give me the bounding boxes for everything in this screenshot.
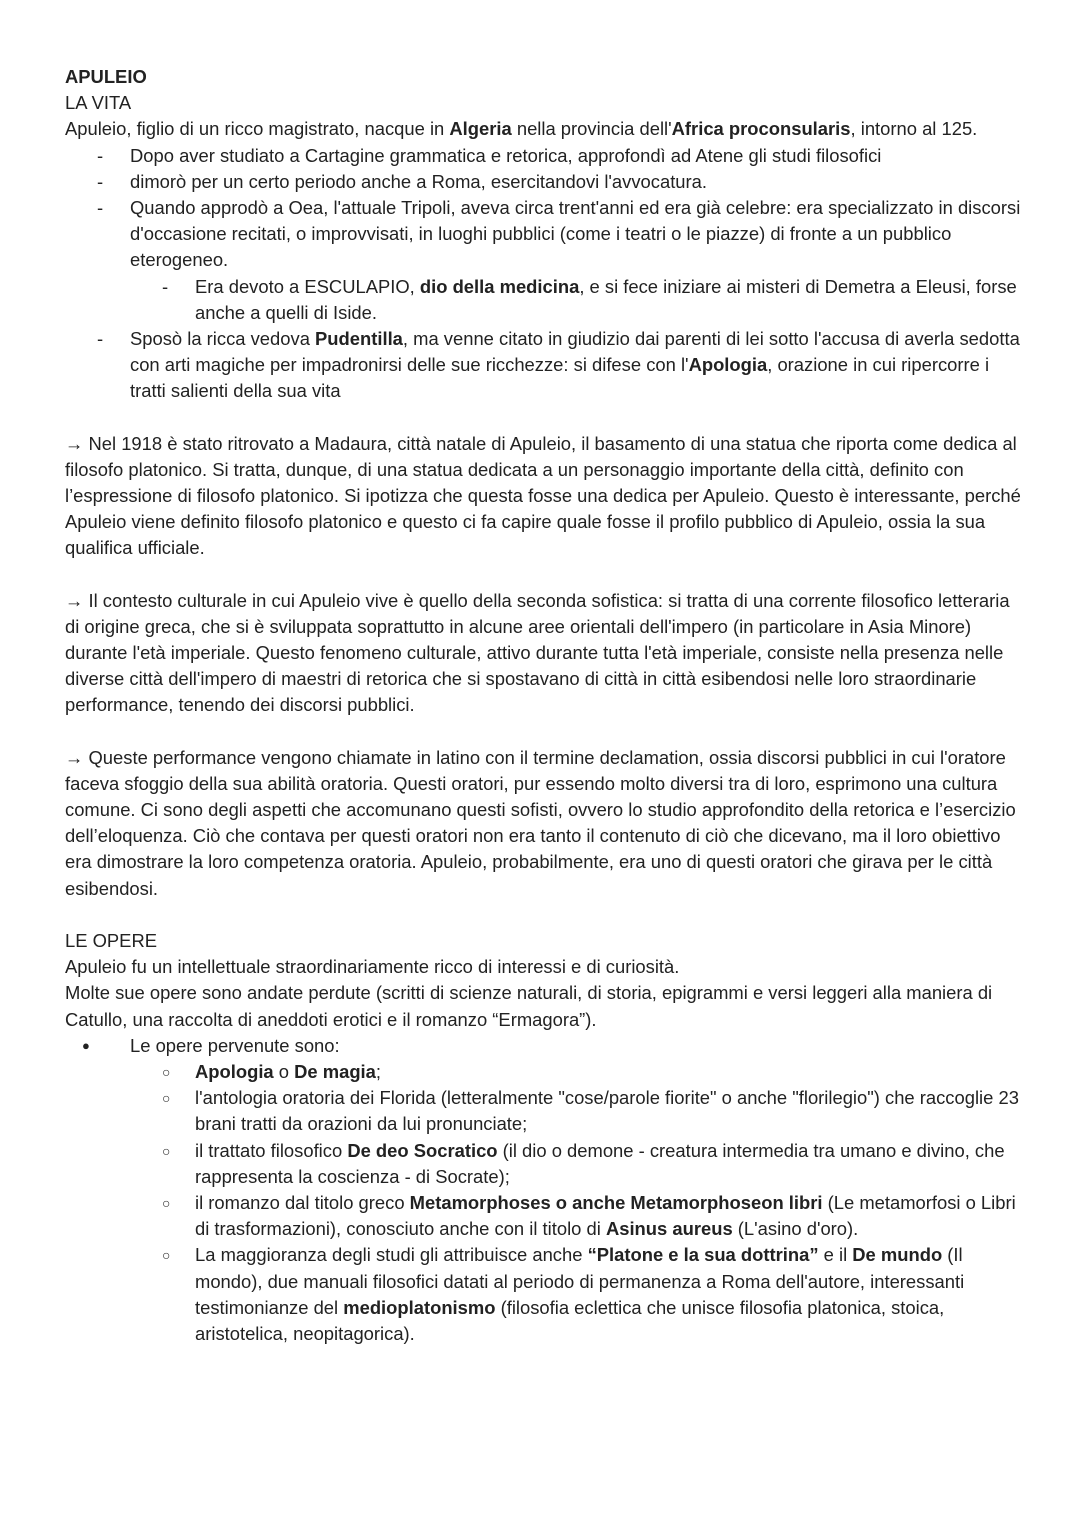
life-item: [65, 143, 1025, 169]
section-heading-vita: LA VITA: [65, 92, 132, 114]
bold-text: Asinus aureus: [605, 1218, 733, 1240]
bold-text: medioplatonismo: [343, 1296, 496, 1318]
text-run: dimorò per un certo periodo anche a Roma, esercitandovi l'avvocatura.: [130, 170, 707, 192]
text-run: Quando approdò a Oea, l'attuale Tripoli, aveva circa trent'anni ed era già celebre: era specializzato in discorsi d'occasione recitati, o improvvisati, in luoghi pubblici (come i teatri o le piazze) di fronte a un pubblico eterogeneo.: [130, 197, 1021, 271]
works-list: [65, 1033, 1025, 1059]
text-run: , ma venne citato in giudizio dai parenti di lei sotto l'accusa di averla sedotta con arti magiche per impadronirsi delle sue ricchezze: si difese con l': [130, 328, 1020, 376]
work-item: [65, 1085, 1025, 1137]
work-item: [65, 1242, 1025, 1347]
bold-text: dio della medicina: [419, 275, 580, 297]
text-run: , intorno al 125.: [850, 118, 978, 140]
work-item: [65, 1138, 1025, 1190]
text-run: La maggioranza degli studi gli attribuisce anche: [195, 1244, 588, 1266]
work-item: [65, 1059, 1025, 1085]
bold-text: Metamorphoses o anche Metamorphoseon libri: [409, 1191, 823, 1213]
text-run: (Le metamorfosi o Libri di trasformazioni), conosciuto anche con il titolo di: [195, 1191, 1016, 1240]
work-item: [65, 1190, 1025, 1242]
section-heading-opere: LE OPERE: [65, 929, 157, 951]
bold-text: “Platone e la sua dottrina”: [587, 1244, 819, 1266]
intro-paragraph: [65, 116, 1025, 142]
text-run: (L'asino d'oro).: [732, 1218, 859, 1240]
text-run: Sposò la ricca vedova: [130, 328, 316, 350]
text-run: (Il mondo), due manuali filosofici datati al periodo di permanenza a Roma dell'autore, interessanti testimonianze del: [195, 1244, 965, 1318]
works-sublist: [65, 1059, 1025, 1347]
life-list-cont: [65, 326, 1025, 405]
bold-text: De magia: [294, 1060, 376, 1082]
text-run: Apuleio, figlio di un ricco magistrato, nacque in: [65, 118, 450, 140]
life-subitem: [65, 274, 1025, 326]
text-run: ;: [375, 1060, 382, 1082]
text-run: o: [273, 1060, 295, 1082]
bold-text: Africa proconsularis: [671, 118, 851, 140]
bold-text: De deo Socratico: [347, 1139, 498, 1161]
bold-text: Algeria: [449, 118, 512, 140]
text-run: e il: [818, 1244, 853, 1266]
text-run: il trattato filosofico: [195, 1139, 348, 1161]
text-run: Era devoto a ESCULAPIO,: [195, 275, 420, 297]
works-bullet: ● Le opere pervenute sono:: [65, 1033, 1025, 1059]
life-item: [65, 326, 1025, 405]
bold-text: Apologia: [195, 1060, 274, 1082]
text-run: Dopo aver studiato a Cartagine grammatica e retorica, approfondì ad Atene gli studi filosofici: [130, 144, 882, 166]
life-item: [65, 169, 1025, 195]
life-item: [65, 195, 1025, 274]
text-run: , e si fece iniziare ai misteri di Demetra a Eleusi, forse anche a quelli di Iside.: [195, 275, 1017, 323]
paragraph-madaura: → Nel 1918 è stato ritrovato a Madaura, città natale di Apuleio, il basamento di una statua che riporta come dedica al filosofo platonico. Si tratta, dunque, di una statua dedicata a un personaggio importante della città, definito con l’espressione di filosofo platonico. Si ipotizza che questa fosse una dedica per Apuleio. Questo è interessante, perché Apuleio viene definito filosofo platonico e questo ci fa capire quale fosse il profilo pubblico di Apuleio, ossia la sua qualifica ufficiale.: [65, 432, 1021, 559]
bold-text: Pudentilla: [315, 328, 403, 350]
life-sublist: [65, 274, 1025, 326]
document-page: [65, 64, 1025, 1347]
text-run: (filosofia eclettica che unisce filosofia platonica, stoica, aristotelica, neopitagorica).: [195, 1296, 945, 1344]
text-run: il romanzo dal titolo greco: [195, 1191, 410, 1213]
text-run: l'antologia oratoria dei Florida (letteralmente "cose/parole fiorite" o anche "florilegio") che raccoglie 23 brani tratti da orazioni da lui pronunciate;: [195, 1087, 1019, 1135]
life-list: [65, 143, 1025, 274]
paragraph-sofistica: → Il contesto culturale in cui Apuleio vive è quello della seconda sofistica: si tratta di una corrente filosofico letteraria di origine greca, che si è sviluppata soprattutto in alcune aree orientali dell'impero (in particolare in Asia Minore) durante l'età imperiale. Questo fenomeno culturale, attivo durante tutta l'età imperiale, consiste nella presenza nelle diverse città dell'impero di maestri di retorica che si spostavano di città in città esibendosi nelle loro straordinarie performance, tenendo dei discorsi pubblici.: [65, 589, 1010, 716]
bold-text: Apologia: [688, 354, 768, 376]
works-intro: Apuleio fu un intellettuale straordinariamente ricco di interessi e di curiosità.: [65, 956, 680, 978]
text-run: (il dio o demone - creatura intermedia tra umano e divino, che rappresenta la coscienza - di Socrate);: [195, 1139, 1005, 1187]
doc-title: APULEIO: [65, 66, 147, 87]
text-run: , orazione in cui ripercorre i tratti salienti della sua vita: [130, 354, 990, 402]
bold-text: De mundo: [852, 1244, 943, 1266]
works-lost: Molte sue opere sono andate perdute (scritti di scienze naturali, di storia, epigrammi e versi leggeri alla maniera di Catullo, una raccolta di aneddoti erotici e il romanzo “Ermagora”).: [65, 982, 993, 1030]
text-run: nella provincia dell': [511, 118, 672, 140]
paragraph-declamation: → Queste performance vengono chiamate in latino con il termine declamation, ossia discorsi pubblici in cui l'oratore faceva sfoggio della sua abilità oratoria. Questi oratori, pur essendo molto diversi tra di loro, esprimono una cultura comune. Ci sono degli aspetti che accomunano questi sofisti, ovvero lo studio approfondito della retorica e l’esercizio dell’eloquenza. Ciò che contava per questi oratori non era tanto il contenuto di ciò che dicevano, ma il loro obiettivo era dimostrare la loro competenza oratoria. Apuleio, probabilmente, era uno di questi oratori che girava per le città esibendosi.: [65, 746, 1016, 899]
